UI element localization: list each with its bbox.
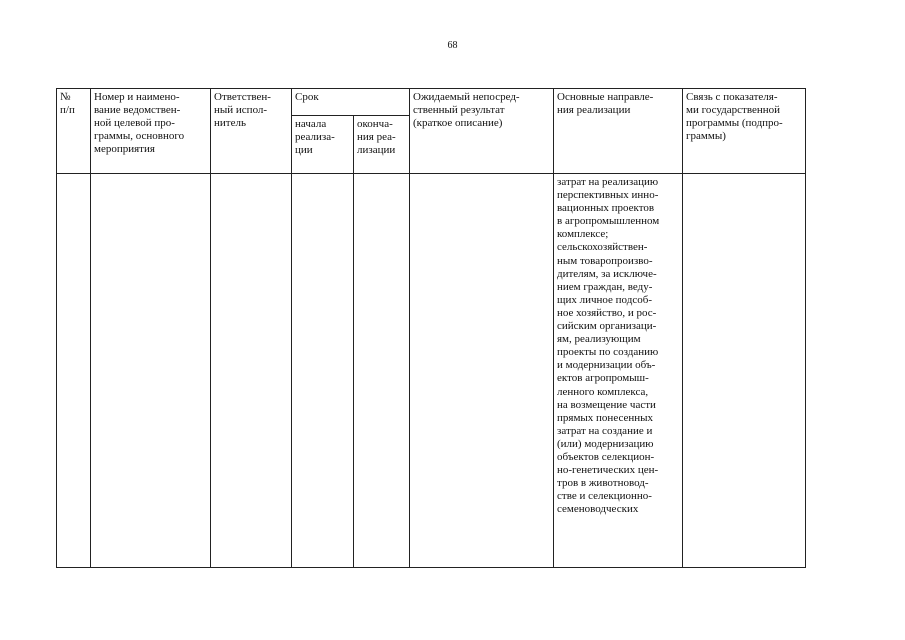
header-start: начала реализа- ции — [292, 116, 354, 174]
cell-executor — [211, 174, 292, 568]
header-executor: Ответствен- ный испол- нитель — [211, 89, 292, 174]
header-term: Срок — [292, 89, 410, 116]
header-directions: Основные направле- ния реализации — [554, 89, 683, 174]
cell-start — [292, 174, 354, 568]
cell-directions — [554, 174, 683, 568]
page-number: 68 — [447, 40, 458, 51]
table-row — [57, 174, 806, 568]
cell-end — [354, 174, 410, 568]
cell-name — [91, 174, 211, 568]
header-num: № п/п — [57, 89, 91, 174]
header-name: Номер и наимено- вание ведомствен- ной целевой про- граммы, основного мероприятия — [91, 89, 211, 174]
cell-num — [57, 174, 91, 568]
cell-result — [410, 174, 554, 568]
header-result: Ожидаемый непосред- ственный результат (краткое описание) — [410, 89, 554, 174]
measures-table — [56, 88, 806, 568]
header-end: оконча- ния реа- лизации — [354, 116, 410, 174]
cell-link — [683, 174, 806, 568]
directions-text: затрат на реализацию перспективных инно- вационных проектов в агропромышленном комплексе; сельскохозяйствен- ным товаропроизво- дителям, за исключе- нием граждан, веду- щих личное подсоб- ное хозяйство, и рос- сийским организаци- ям, реализующим проекты по созданию и модернизации объ- ектов агропромыш- ленного комплекса, на возмещение части прямых понесенных затрат на создание и (или) модернизацию объектов селекцион- но-генетических цен- тров в животновод- стве и селекционно- семеноводческих — [557, 176, 660, 516]
header-link: Связь с показателя- ми государственной программы (подпро- граммы) — [683, 89, 806, 174]
